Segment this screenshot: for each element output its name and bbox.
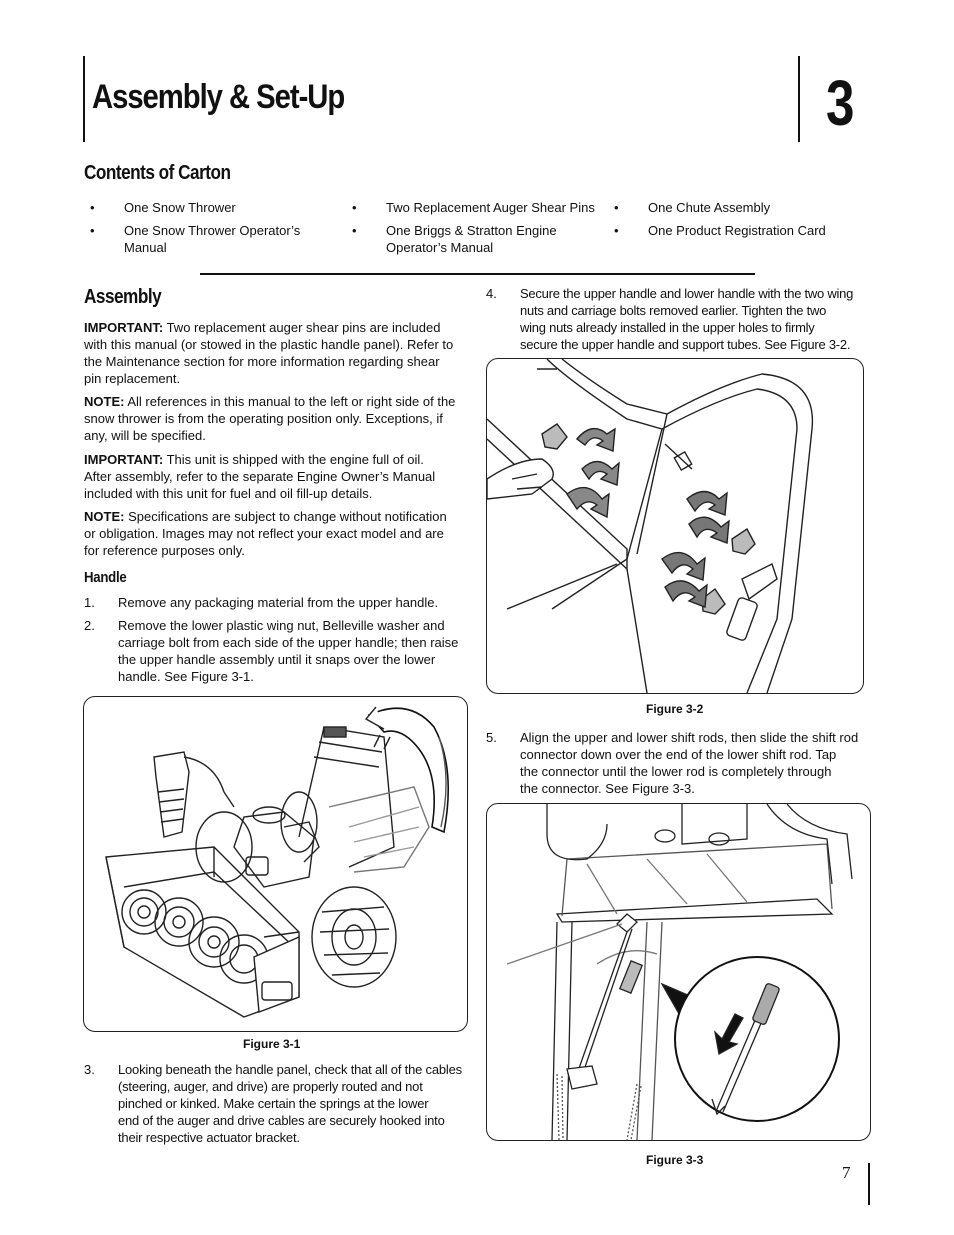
bullet-icon: • — [352, 223, 357, 238]
note-paragraph: IMPORTANT: This unit is shipped with the engine full of oil. After assembly, refer to the separate Engine Owner’s Manual included with this unit for fuel and oil fill-up details. — [84, 452, 436, 501]
figure-3-3-shift-rod — [486, 803, 871, 1141]
chapter-number: 3 — [826, 67, 855, 139]
figure-3-2-wing-nuts — [486, 358, 864, 694]
figure-3-1-snow-thrower — [83, 696, 468, 1032]
page-number: 7 — [842, 1163, 851, 1182]
bullet-icon: • — [352, 200, 357, 215]
step-item: 5. Align the upper and lower shift rods, then slide the shift rod connector down over the end of the lower shift rod. Tap the connector until the lower rod is completely through the connector. See Figure 3-3. — [486, 730, 859, 796]
assembly-heading: Assembly — [84, 286, 162, 308]
carton-item-text: One Snow Thrower Operator’s Manual — [124, 223, 301, 255]
figure-3-2-caption: Figure 3-2 — [646, 702, 704, 716]
carton-item-text: One Snow Thrower — [124, 200, 236, 215]
step-item: 3. Looking beneath the handle panel, check that all of the cables (steering, auger, and drive) are properly routed and not pinched or kinked. Make certain the springs at the lower end of the auger and drive cables are securely hooked into their respective actuator bracket. — [84, 1062, 462, 1145]
header-rule-right — [798, 56, 800, 142]
note-paragraph: NOTE: Specifications are subject to change without notification or obligation. Images may not reflect your exact model and are for reference purposes only. — [84, 509, 447, 558]
carton-item-text: One Product Registration Card — [648, 223, 826, 238]
handle-heading: Handle — [84, 569, 127, 586]
note-paragraph: IMPORTANT: Two replacement auger shear pins are included with this manual (or stowed in the plastic handle panel). Refer to the Maintenance section for more information regarding shear pin replacement. — [84, 320, 454, 386]
section-divider — [200, 273, 755, 275]
bullet-icon: • — [90, 200, 95, 215]
step-item: 4. Secure the upper handle and lower handle with the two wing nuts and carriage bolts removed earlier. Tighten the two wing nuts already installed in the upper holes to firmly secure the upper handle and support tubes. See Figure 3-2. — [486, 286, 854, 352]
figure-3-3-caption: Figure 3-3 — [646, 1153, 704, 1167]
bullet-icon: • — [90, 223, 95, 238]
bullet-icon: • — [614, 223, 619, 238]
note-paragraph: NOTE: All references in this manual to the left or right side of the snow thrower is from the operating position only. Exceptions, if any, will be specified. — [84, 394, 456, 443]
figure-3-1-caption: Figure 3-1 — [243, 1037, 301, 1051]
bullet-icon: • — [614, 200, 619, 215]
footer-rule — [868, 1163, 870, 1205]
page-title: Assembly & Set-Up — [92, 78, 345, 116]
step-item: 2. Remove the lower plastic wing nut, Belleville washer and carriage bolt from each side of the upper handle; then raise the upper handle assembly until it snaps over the lower handle. See Figure 3-1. — [84, 618, 459, 684]
carton-item-text: Two Replacement Auger Shear Pins — [386, 200, 595, 215]
contents-heading: Contents of Carton — [84, 162, 231, 184]
carton-item-text: One Chute Assembly — [648, 200, 771, 215]
carton-item-text: One Briggs & Stratton Engine Operator’s Manual — [386, 223, 557, 255]
header-rule-left — [83, 56, 85, 142]
